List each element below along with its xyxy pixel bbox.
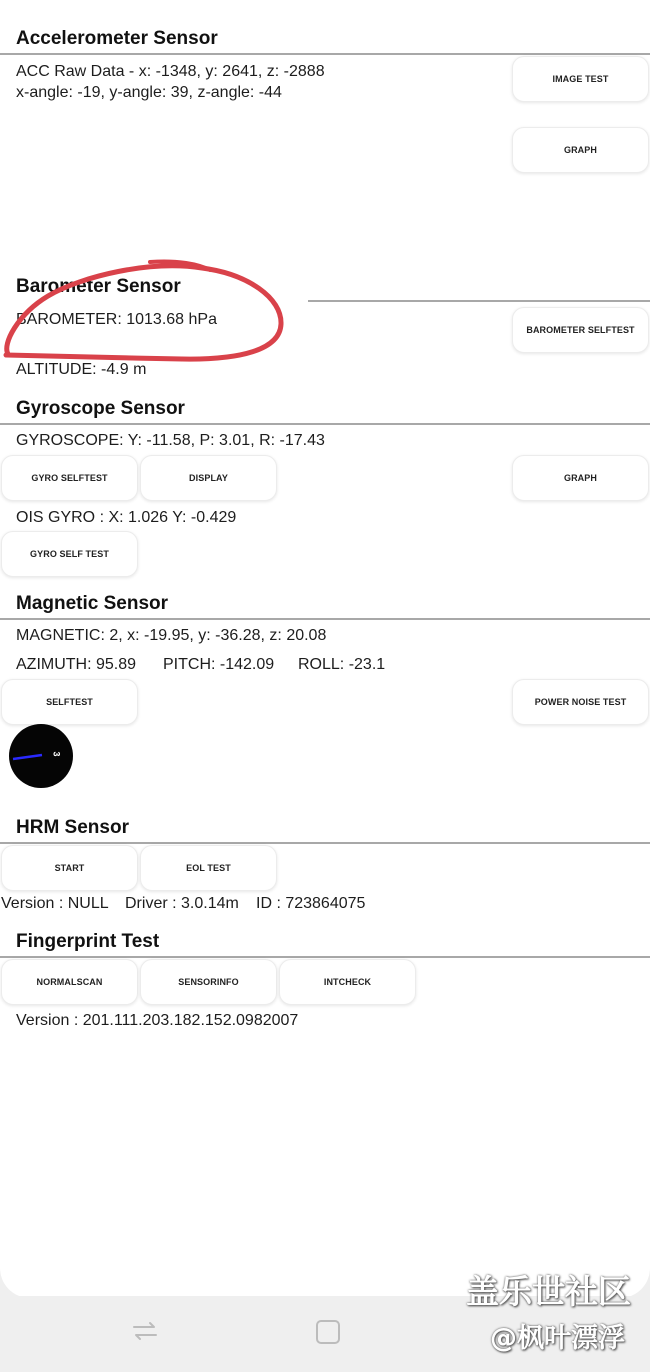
hrm-start-button[interactable]: START (1, 845, 138, 891)
intcheck-button[interactable]: INTCHECK (279, 959, 416, 1005)
recent-apps-icon[interactable] (130, 1318, 160, 1344)
gyro-self-test-button[interactable]: GYRO SELF TEST (1, 531, 138, 577)
compass-accuracy-label: 3 (51, 751, 62, 757)
compass-dial (9, 724, 73, 788)
watermark-site: 盖乐世社区 (466, 1272, 631, 1311)
hrm-version: Version : NULL (1, 895, 109, 912)
power-noise-test-button[interactable]: POWER NOISE TEST (512, 679, 649, 725)
hrm-driver: Driver : 3.0.14m (125, 895, 239, 912)
fingerprint-version: Version : 201.111.203.182.152.0982007 (16, 1012, 299, 1029)
gyro-selftest-button[interactable]: GYRO SELFTEST (1, 455, 138, 501)
altitude-value: ALTITUDE: -4.9 m (16, 361, 147, 378)
acc-angles: x-angle: -19, y-angle: 39, z-angle: -44 (16, 84, 282, 101)
magnetic-title: Magnetic Sensor (16, 593, 169, 614)
home-icon[interactable] (314, 1318, 344, 1346)
fingerprint-title: Fingerprint Test (16, 931, 160, 952)
barometer-selftest-button[interactable]: BAROMETER SELFTEST (512, 307, 649, 353)
magnetic-value: MAGNETIC: 2, x: -19.95, y: -36.28, z: 20.08 (16, 627, 327, 644)
hrm-id: ID : 723864075 (256, 895, 366, 912)
fingerprint-divider (0, 956, 650, 958)
accelerometer-divider (0, 53, 650, 55)
eol-test-button[interactable]: EOL TEST (140, 845, 277, 891)
azimuth-value: AZIMUTH: 95.89 (16, 656, 137, 673)
acc-graph-button[interactable]: GRAPH (512, 127, 649, 173)
gyroscope-value: GYROSCOPE: Y: -11.58, P: 3.01, R: -17.43 (16, 432, 325, 449)
gyro-display-button[interactable]: DISPLAY (140, 455, 277, 501)
pitch-value: PITCH: -142.09 (163, 656, 275, 673)
sensorinfo-button[interactable]: SENSORINFO (140, 959, 277, 1005)
hrm-divider (0, 842, 650, 844)
hrm-title: HRM Sensor (16, 817, 129, 838)
gyroscope-title: Gyroscope Sensor (16, 398, 185, 419)
accelerometer-title: Accelerometer Sensor (16, 28, 218, 49)
gyroscope-divider (0, 423, 650, 425)
hand-drawn-highlight (0, 258, 292, 370)
barometer-title: Barometer Sensor (16, 276, 181, 297)
normalscan-button[interactable]: NORMALSCAN (1, 959, 138, 1005)
acc-raw-data: ACC Raw Data - x: -1348, y: 2641, z: -2888 (16, 63, 325, 80)
magnetic-divider (0, 618, 650, 620)
magnetic-selftest-button[interactable]: SELFTEST (1, 679, 138, 725)
image-test-button[interactable]: IMAGE TEST (512, 56, 649, 102)
barometer-value: BAROMETER: 1013.68 hPa (16, 311, 217, 328)
gyro-graph-button[interactable]: GRAPH (512, 455, 649, 501)
watermark-author: @枫叶漂浮 (490, 1323, 625, 1354)
barometer-divider (308, 300, 650, 302)
compass-needle-icon (9, 724, 73, 788)
roll-value: ROLL: -23.1 (298, 656, 386, 673)
ois-gyro-value: OIS GYRO : X: 1.026 Y: -0.429 (16, 509, 237, 526)
